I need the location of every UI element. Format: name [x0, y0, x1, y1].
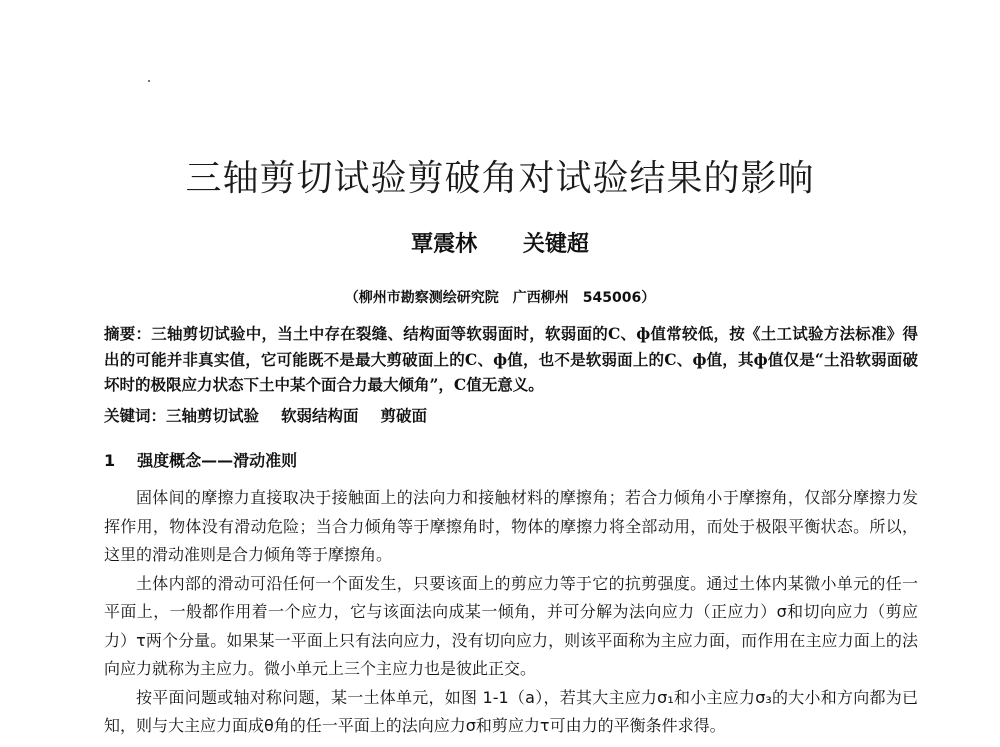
abstract — [104, 321, 918, 397]
section-title: 强度概念——滑动准则 — [137, 451, 298, 470]
keyword: 剪破面 — [380, 406, 428, 425]
abstract-text: 三轴剪切试验中，当土中存在裂缝、结构面等软弱面时，软弱面的C、ф值常较低，按《土工试验方法标准》得出的可能并非真实值，它可能既不是最大剪破面上的C、ф值，也不是软弱面上的C、ф值，其ф值仅是“土沿软弱面破坏时的极限应力状态下土中某个面合力最大倾角”，C值无意义。 — [104, 324, 918, 394]
section-heading — [104, 448, 297, 471]
keyword: 三轴剪切试验 — [166, 406, 260, 425]
paragraph: 按平面问题或轴对称问题，某一土体单元，如图 1-1（a），若其大主应力σ₁和小主应力σ₃的大小和方向都为已知，则与大主应力面成θ角的任一平面上的法向应力σ和剪应力τ可由力的平衡条件求得。 — [104, 687, 918, 735]
paper-title: 三轴剪切试验剪破角对试验结果的影响 — [185, 158, 815, 199]
paragraph: 土体内部的滑动可沿任何一个面发生，只要该面上的剪应力等于它的抗剪强度。通过土体内某微小单元的任一平面上，一般都作用着一个应力，它与该面法向成某一倾角，并可分解为法向应力（正应力）σ和切向应力（剪应力）τ两个分量。如果某一平面上只有法向应力，没有切向应力，则该平面称为主应力面，而作用在主应力面上的法向应力就称为主应力。微小单元上三个主应力也是彼此正交。 — [104, 573, 918, 678]
author-name: 关键超 — [522, 231, 589, 257]
keyword: 软弱结构面 — [281, 406, 359, 425]
author-name: 覃震林 — [411, 231, 478, 257]
section-number: 1 — [104, 451, 116, 470]
keywords-label: 关键词： — [104, 407, 167, 425]
author-list — [0, 227, 1000, 258]
body-text — [104, 484, 918, 741]
affiliation: （柳州市勘察测绘研究院 广西柳州 545006） — [344, 290, 656, 306]
paragraph: 固体间的摩擦力直接取决于接触面上的法向力和接触材料的摩擦角；若合力倾角小于摩擦角，仅部分摩擦力发挥作用，物体没有滑动危险；当合力倾角等于摩擦角时，物体的摩擦力将全部动用，而处于极限平衡状态。所以，这里的滑动准则是合力倾角等于摩擦角。 — [104, 488, 918, 564]
keywords — [104, 403, 918, 429]
scan-speck — [148, 80, 150, 82]
abstract-label: 摘要： — [104, 325, 152, 343]
